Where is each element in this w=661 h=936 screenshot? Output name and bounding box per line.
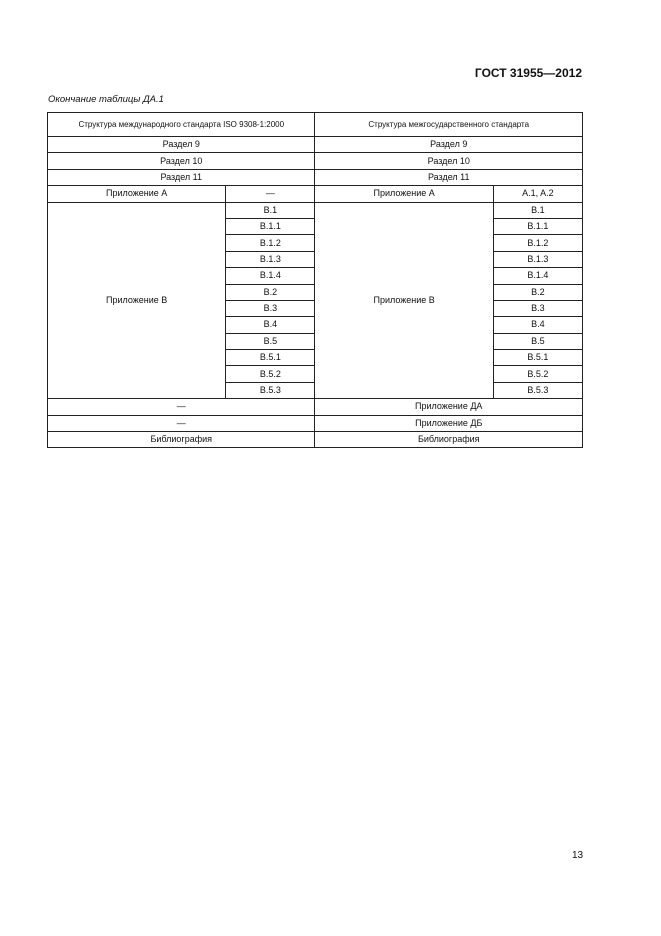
cell-left-sub: B.2	[226, 284, 315, 300]
cell-right-sub: B.1.1	[493, 218, 582, 234]
header-international: Структура международного стандарта ISO 9308-1:2000	[48, 113, 315, 137]
cell-right: Приложение А	[315, 186, 493, 202]
cell-left: —	[48, 415, 315, 431]
cell-right-sub: B.1.3	[493, 251, 582, 267]
cell-left-sub: B.4	[226, 317, 315, 333]
table-row-appendix-a	[48, 186, 583, 202]
cell-left: Приложение А	[48, 186, 226, 202]
cell-right-sub: B.5	[493, 333, 582, 349]
cell-right: Раздел 10	[315, 153, 583, 169]
cell-left-sub: B.5	[226, 333, 315, 349]
cell-left: Раздел 10	[48, 153, 315, 169]
cell-right-sub: B.5.2	[493, 366, 582, 382]
cell-right: Раздел 11	[315, 169, 583, 185]
table-header-row	[48, 113, 583, 137]
header-interstate: Структура межгосударственного стандарта	[315, 113, 583, 137]
cell-right-sub: B.1.4	[493, 268, 582, 284]
cell-left-sub: B.3	[226, 300, 315, 316]
cell-left-sub: B.5.2	[226, 366, 315, 382]
cell-right: Приложение В	[315, 202, 493, 399]
table-caption: Окончание таблицы ДА.1	[48, 94, 164, 105]
table-row	[48, 169, 583, 185]
cell-left: Раздел 11	[48, 169, 315, 185]
cell-left-sub: B.1.4	[226, 268, 315, 284]
structure-comparison-table	[47, 112, 583, 448]
table-row	[48, 399, 583, 415]
cell-right: Приложение ДБ	[315, 415, 583, 431]
table-row	[48, 432, 583, 448]
cell-left: Библиография	[48, 432, 315, 448]
cell-right: Приложение ДА	[315, 399, 583, 415]
document-header: ГОСТ 31955—2012	[474, 66, 582, 80]
table-row-appendix-b	[48, 202, 583, 218]
cell-right-sub: B.1.2	[493, 235, 582, 251]
cell-left-sub: B.5.1	[226, 350, 315, 366]
table-row	[48, 137, 583, 153]
table-row	[48, 415, 583, 431]
cell-left: Раздел 9	[48, 137, 315, 153]
cell-right-sub: B.3	[493, 300, 582, 316]
cell-right: Библиография	[315, 432, 583, 448]
cell-left-sub: B.5.3	[226, 382, 315, 398]
cell-right-sub: B.4	[493, 317, 582, 333]
cell-left-sub: B.1.2	[226, 235, 315, 251]
cell-right-sub: B.1	[493, 202, 582, 218]
cell-left: —	[48, 399, 315, 415]
table-row	[48, 153, 583, 169]
cell-right-sub: B.5.3	[493, 382, 582, 398]
cell-right-sub: A.1, A.2	[493, 186, 582, 202]
cell-left-sub: B.1	[226, 202, 315, 218]
page-number: 13	[572, 850, 584, 861]
cell-left-sub: —	[226, 186, 315, 202]
cell-right-sub: B.2	[493, 284, 582, 300]
cell-left: Приложение В	[48, 202, 226, 399]
cell-left-sub: B.1.3	[226, 251, 315, 267]
cell-left-sub: B.1.1	[226, 218, 315, 234]
cell-right-sub: B.5.1	[493, 350, 582, 366]
cell-right: Раздел 9	[315, 137, 583, 153]
